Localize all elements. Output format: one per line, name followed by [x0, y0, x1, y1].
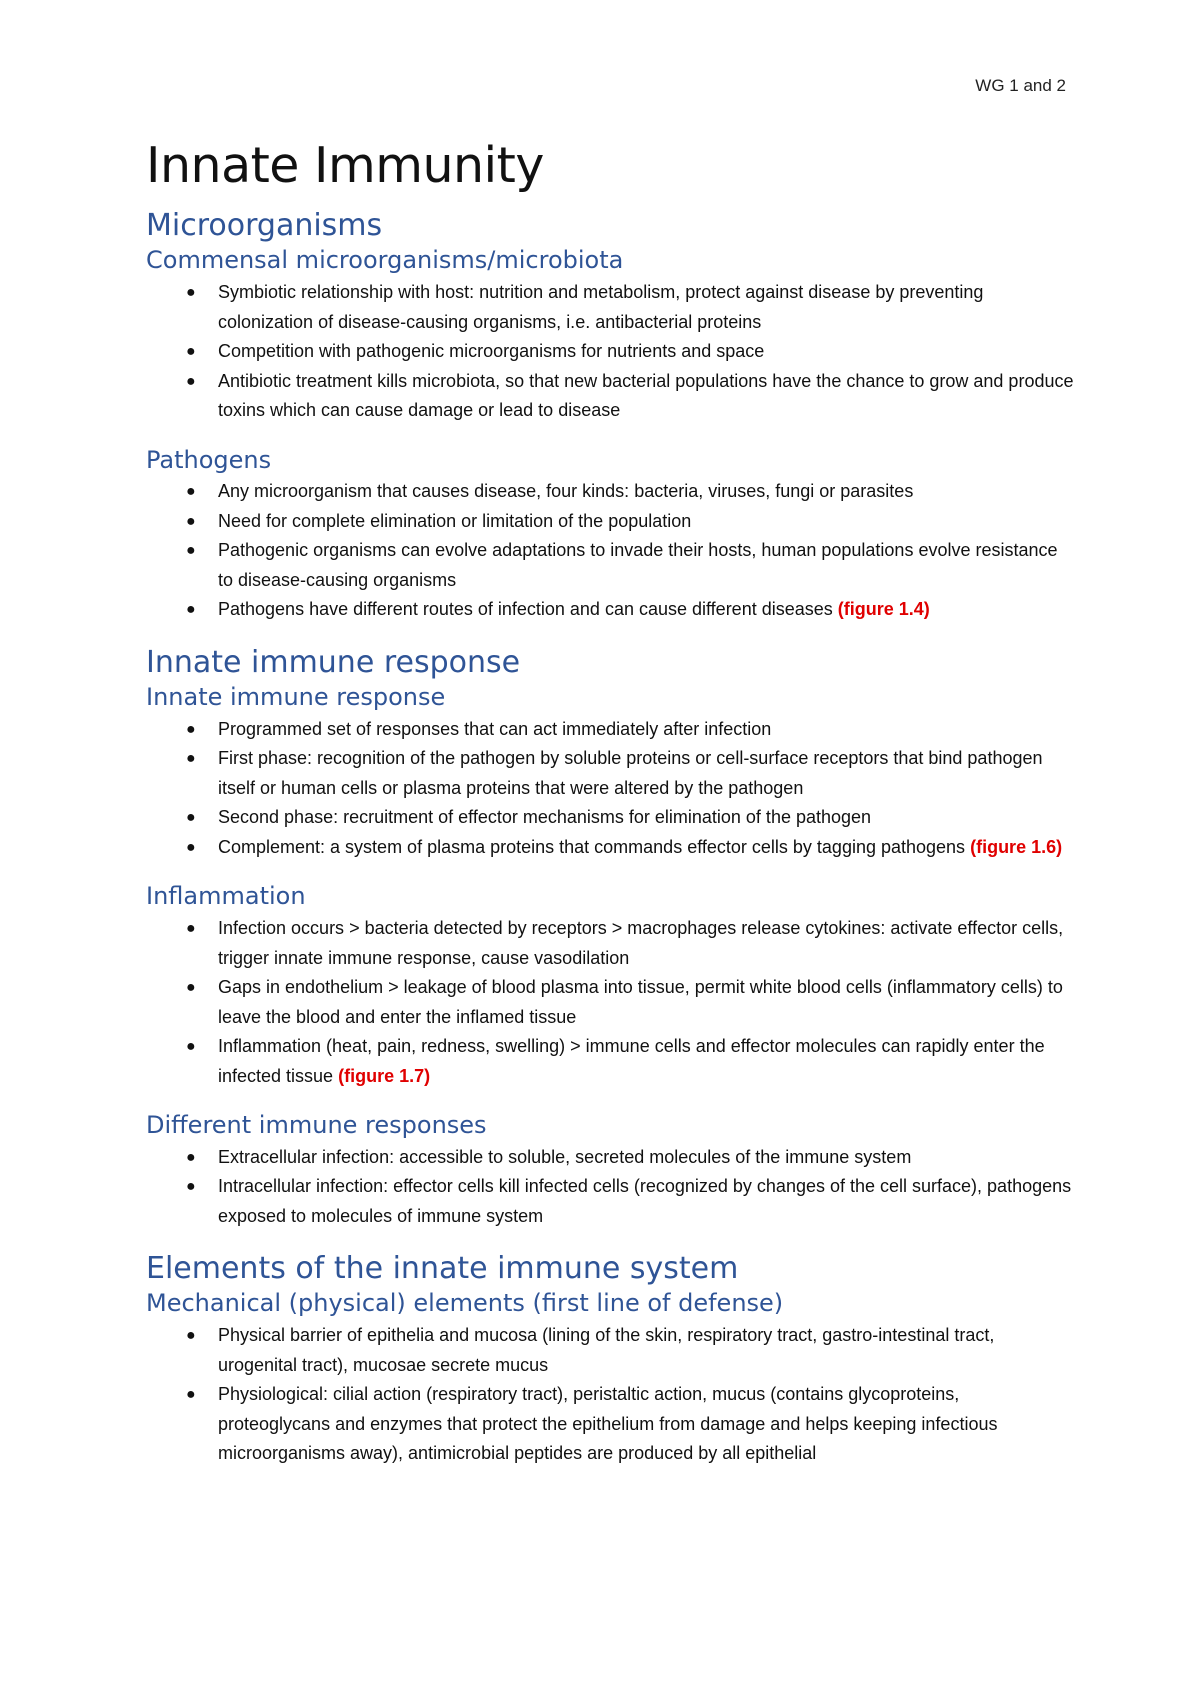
subsection — [146, 882, 1076, 1091]
figure-reference: (figure 1.6) — [970, 836, 1063, 857]
subsection — [146, 446, 1076, 625]
list-item — [146, 1143, 1076, 1173]
list-item-text: Intracellular infection: effector cells kill infected cells (recognized by changes of the cell surface), pathogens exposed to molecules of immune system — [218, 1176, 1072, 1226]
bullet-icon: ● — [186, 512, 196, 530]
list-item — [146, 715, 1076, 745]
list-item — [146, 278, 1076, 337]
list-item — [146, 337, 1076, 367]
list-item-text: Any microorganism that causes disease, four kinds: bacteria, viruses, fungi or parasites — [218, 481, 914, 502]
list-item-text: Pathogenic organisms can evolve adaptations to invade their hosts, human populations evolve resistance to disease-causing organisms — [218, 540, 1058, 590]
subsection — [146, 683, 1076, 862]
bullet-icon: ● — [186, 750, 196, 768]
list-item-text: Programmed set of responses that can act immediately after infection — [218, 718, 772, 739]
list-item — [146, 595, 1076, 625]
subsection-heading: Different immune responses — [146, 1111, 487, 1140]
list-item — [146, 1321, 1076, 1380]
list-item — [146, 367, 1076, 426]
list-item-text: First phase: recognition of the pathogen by soluble proteins or cell-surface receptors that bind pathogen itself or human cells or plasma proteins that were altered by the pathogen — [218, 748, 1043, 798]
bullet-icon: ● — [186, 979, 196, 997]
list-item-text: Competition with pathogenic microorganisms for nutrients and space — [218, 341, 765, 362]
list-item-text: Antibiotic treatment kills microbiota, so that new bacterial populations have the chance to grow and produce toxins which can cause damage or lead to disease — [218, 370, 1074, 421]
list-item-text: Second phase: recruitment of effector mechanisms for elimination of the pathogen — [218, 807, 872, 828]
subsection-heading: Pathogens — [146, 445, 272, 474]
bullet-icon: ● — [186, 838, 196, 856]
list-item — [146, 477, 1076, 507]
bullet-icon: ● — [186, 809, 196, 827]
list-item — [146, 973, 1076, 1032]
subsection-heading: Mechanical (physical) elements (first line of defense) — [146, 1289, 784, 1318]
bullet-icon: ● — [186, 601, 196, 619]
list-item — [146, 1032, 1076, 1091]
subsection — [146, 1111, 1076, 1231]
bullet-list — [146, 278, 1076, 426]
section-heading: Microorganisms — [146, 208, 383, 244]
figure-reference: (figure 1.4) — [837, 599, 930, 620]
bullet-icon: ● — [186, 483, 196, 501]
bullet-icon: ● — [186, 1178, 196, 1196]
page-title: Innate Immunity — [146, 137, 544, 194]
figure-reference: (figure 1.7) — [338, 1065, 431, 1086]
bullet-list — [146, 1143, 1076, 1232]
bullet-list — [146, 477, 1076, 625]
list-item — [146, 744, 1076, 803]
document-body — [146, 138, 1076, 1489]
list-item-text: Physical barrier of epithelia and mucosa (lining of the skin, respiratory tract, gastro-intestinal tract, urogenital tract), mucosae secrete mucus — [218, 1325, 995, 1375]
list-item — [146, 833, 1076, 863]
list-item-text: Complement: a system of plasma proteins that commands effector cells by tagging pathogens — [218, 836, 966, 857]
section-heading: Elements of the innate immune system — [146, 1251, 739, 1287]
bullet-list — [146, 715, 1076, 863]
bullet-icon: ● — [186, 1327, 196, 1345]
subsection-heading: Commensal microorganisms/microbiota — [146, 246, 624, 275]
bullet-icon: ● — [186, 1386, 196, 1404]
bullet-icon: ● — [186, 284, 196, 302]
list-item-text: Symbiotic relationship with host: nutrition and metabolism, protect against disease by preventing colonization of disease-causing organisms, i.e. antibacterial proteins — [218, 282, 984, 332]
list-item-text: Physiological: cilial action (respiratory tract), peristaltic action, mucus (contains glycoproteins, proteoglycans and enzymes that protect the epithelium from damage and helps keeping infectious microorganisms away), antimicrobial peptides are produced by all epithelial — [218, 1384, 998, 1464]
subsection-heading: Innate immune response — [146, 682, 446, 711]
bullet-icon: ● — [186, 920, 196, 938]
list-item — [146, 1172, 1076, 1231]
bullet-icon: ● — [186, 372, 196, 390]
list-item-text: Inflammation (heat, pain, redness, swelling) > immune cells and effector molecules can rapidly enter the infected tissue — [218, 1036, 1045, 1086]
bullet-list — [146, 914, 1076, 1091]
list-item-text: Gaps in endothelium > leakage of blood plasma into tissue, permit white blood cells (inflammatory cells) to leave the blood and enter the inflamed tissue — [218, 977, 1063, 1027]
bullet-list — [146, 1321, 1076, 1469]
list-item-text: Pathogens have different routes of infection and can cause different diseases — [218, 599, 833, 620]
bullet-icon: ● — [186, 720, 196, 738]
bullet-icon: ● — [186, 343, 196, 361]
list-item-text: Infection occurs > bacteria detected by receptors > macrophages release cytokines: activate effector cells, trigger innate immune response, cause vasodilation — [218, 918, 1064, 968]
list-item-text: Extracellular infection: accessible to soluble, secreted molecules of the immune system — [218, 1146, 912, 1167]
bullet-icon: ● — [186, 1038, 196, 1056]
subsection-heading: Inflammation — [146, 882, 306, 911]
list-item — [146, 507, 1076, 537]
list-item — [146, 803, 1076, 833]
list-item-text: Need for complete elimination or limitation of the population — [218, 510, 692, 531]
subsection — [146, 246, 1076, 425]
bullet-icon: ● — [186, 1148, 196, 1166]
section-heading: Innate immune response — [146, 644, 521, 680]
bullet-icon: ● — [186, 542, 196, 560]
subsection — [146, 1289, 1076, 1468]
header-note: WG 1 and 2 — [975, 76, 1066, 95]
list-item — [146, 1380, 1076, 1469]
list-item — [146, 536, 1076, 595]
list-item — [146, 914, 1076, 973]
